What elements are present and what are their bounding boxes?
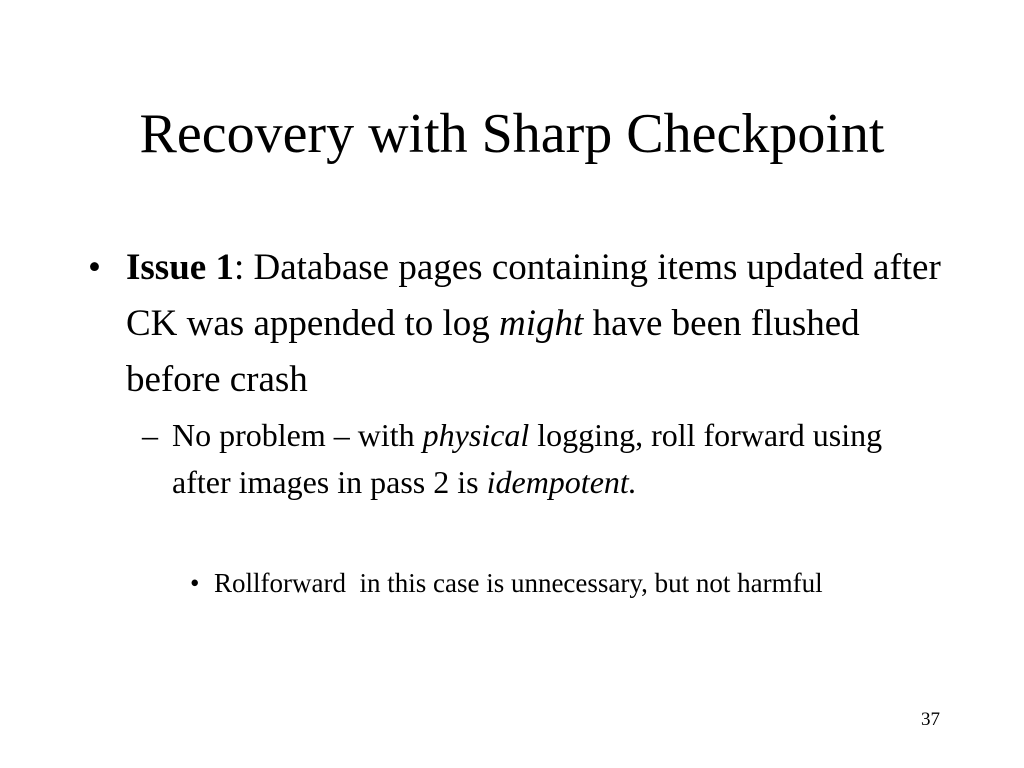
sub-bullet-no-problem <box>142 412 922 506</box>
bullet-issue-1 <box>88 240 958 408</box>
bullet-text-part: have been flushed before crash <box>126 303 860 400</box>
bullet-text <box>126 240 958 408</box>
sub-bullet-text-part: logging, roll forward using after images in pass 2 is <box>172 417 883 500</box>
sub-sub-bullet-text: Rollforward in this case is unnecessary, but not harmful <box>214 568 823 598</box>
emphasis-idempotent: idempotent. <box>486 464 637 500</box>
slide-title: Recovery with Sharp Checkpoint <box>139 103 885 165</box>
bullet-text-part: : Database pages containing items updated after CK was appended to log <box>126 247 941 344</box>
sub-sub-bullet-rollforward <box>190 563 910 603</box>
bullet-lead: Issue 1 <box>126 247 234 288</box>
sub-sub-bullet-marker: • <box>190 568 200 598</box>
sub-bullet-marker: – <box>142 417 158 453</box>
bullet-marker: • <box>88 247 101 288</box>
page-number: 37 <box>921 709 940 730</box>
sub-bullet-text-part: No problem – with <box>172 417 423 453</box>
emphasis-might: might <box>499 303 584 344</box>
sub-bullet-text <box>172 412 922 506</box>
emphasis-physical: physical <box>422 417 530 453</box>
